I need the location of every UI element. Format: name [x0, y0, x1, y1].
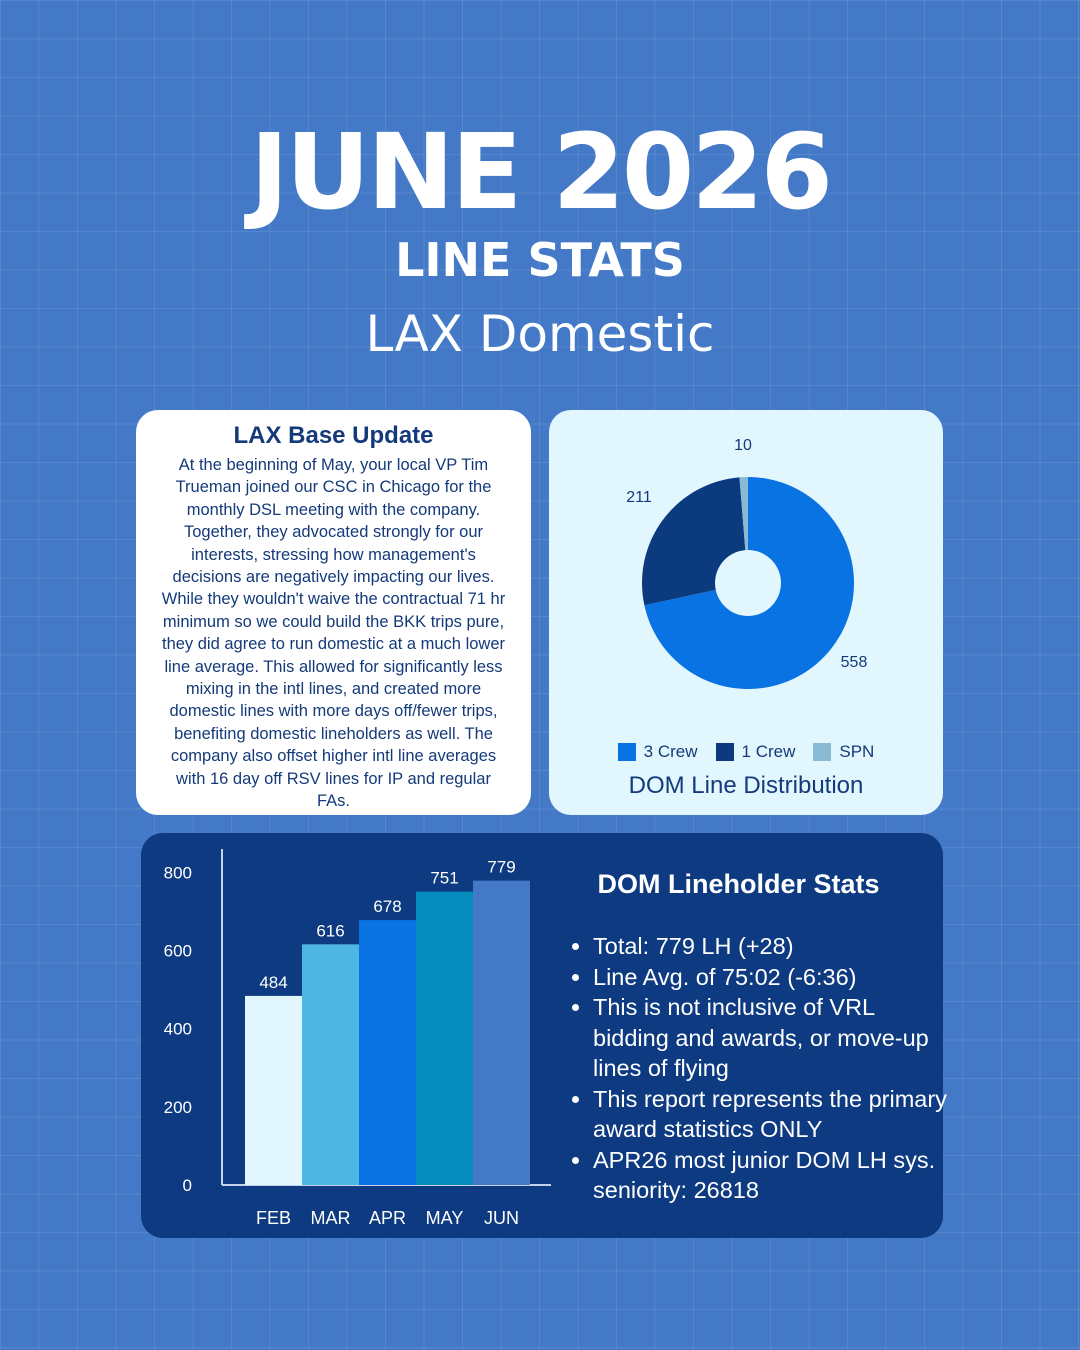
pie-data-label: 558	[840, 654, 868, 671]
x-tick-label: MAY	[425, 1208, 464, 1228]
page-subtitle: LINE STATS	[395, 233, 685, 287]
bar-data-label: 779	[487, 857, 516, 877]
base-name: LAX Domestic	[365, 305, 715, 363]
pie-data-label: 10	[734, 437, 752, 454]
bar-feb	[245, 996, 302, 1185]
stats-item: • This report represents the primary award statistics ONLY	[593, 1084, 953, 1145]
legend-label: 1 Crew	[741, 742, 796, 761]
legend-label: SPN	[839, 742, 875, 761]
y-tick-label: 800	[163, 863, 192, 883]
y-tick-label: 400	[163, 1019, 192, 1039]
bar-data-label: 484	[259, 972, 288, 992]
bar-jun	[473, 881, 530, 1185]
bar-may	[416, 892, 473, 1185]
chart-legend	[549, 742, 943, 762]
y-tick-label: 200	[163, 1097, 192, 1117]
legend-swatch	[813, 743, 831, 761]
lineholder-stats-card	[141, 833, 947, 1238]
bar-data-label: 616	[316, 921, 345, 941]
bar-apr	[359, 920, 416, 1185]
bar-chart	[141, 833, 561, 1238]
pie-data-label: 211	[626, 489, 652, 506]
x-tick-label: JUN	[484, 1208, 519, 1228]
x-tick-label: MAR	[310, 1208, 351, 1228]
x-tick-label: APR	[368, 1208, 407, 1228]
base-update-card	[136, 410, 531, 815]
line-distribution-card	[549, 410, 943, 815]
legend-swatch	[716, 743, 734, 761]
chart-title: DOM Line Distribution	[628, 772, 864, 799]
legend-item	[618, 742, 698, 762]
base-update-body: At the beginning of May, your local VP Tim Trueman joined our CSC in Chicago for the monthly DSL meeting with the company. Together, they advocated strongly for our interests, stressing how management's decisions are negatively impacting our lives. While they wouldn't waive the contractual 71 hr minimum so we could build the BKK trips pure, they did agree to run domestic at a much lower line average. This allowed for significantly less mixing in the intl lines, and created more domestic lines with more days off/fewer trips, benefiting domestic lineholders as well. The company also offset higher intl line averages with 16 day off RSV lines for IP and regular FAs.	[161, 456, 506, 811]
legend-item	[716, 742, 796, 762]
x-tick-label: FEB	[255, 1208, 292, 1228]
stats-item: • APR26 most junior DOM LH sys. seniority: 26818	[593, 1145, 953, 1206]
bar-data-label: 751	[430, 868, 459, 888]
legend-label: 3 Crew	[643, 742, 698, 761]
stats-item: • Total: 779 LH (+28)	[593, 931, 953, 962]
page-header	[0, 112, 1080, 364]
page-title: JUNE 2026	[250, 111, 830, 233]
pie-slice-1-crew	[642, 477, 745, 605]
legend-item	[813, 742, 874, 762]
stats-title: DOM Lineholder Stats	[597, 869, 880, 899]
donut-chart	[549, 410, 943, 740]
stats-item: • This is not inclusive of VRL bidding and awards, or move-up lines of flying	[593, 992, 953, 1084]
legend-swatch	[618, 743, 636, 761]
y-tick-label: 0	[182, 1176, 192, 1195]
bar-mar	[302, 944, 359, 1185]
stats-list	[571, 931, 953, 1206]
bar-data-label: 678	[373, 897, 402, 917]
stats-item: • Line Avg. of 75:02 (-6:36)	[593, 962, 953, 993]
base-update-title: LAX Base Update	[233, 422, 434, 449]
y-tick-label: 600	[163, 941, 192, 961]
